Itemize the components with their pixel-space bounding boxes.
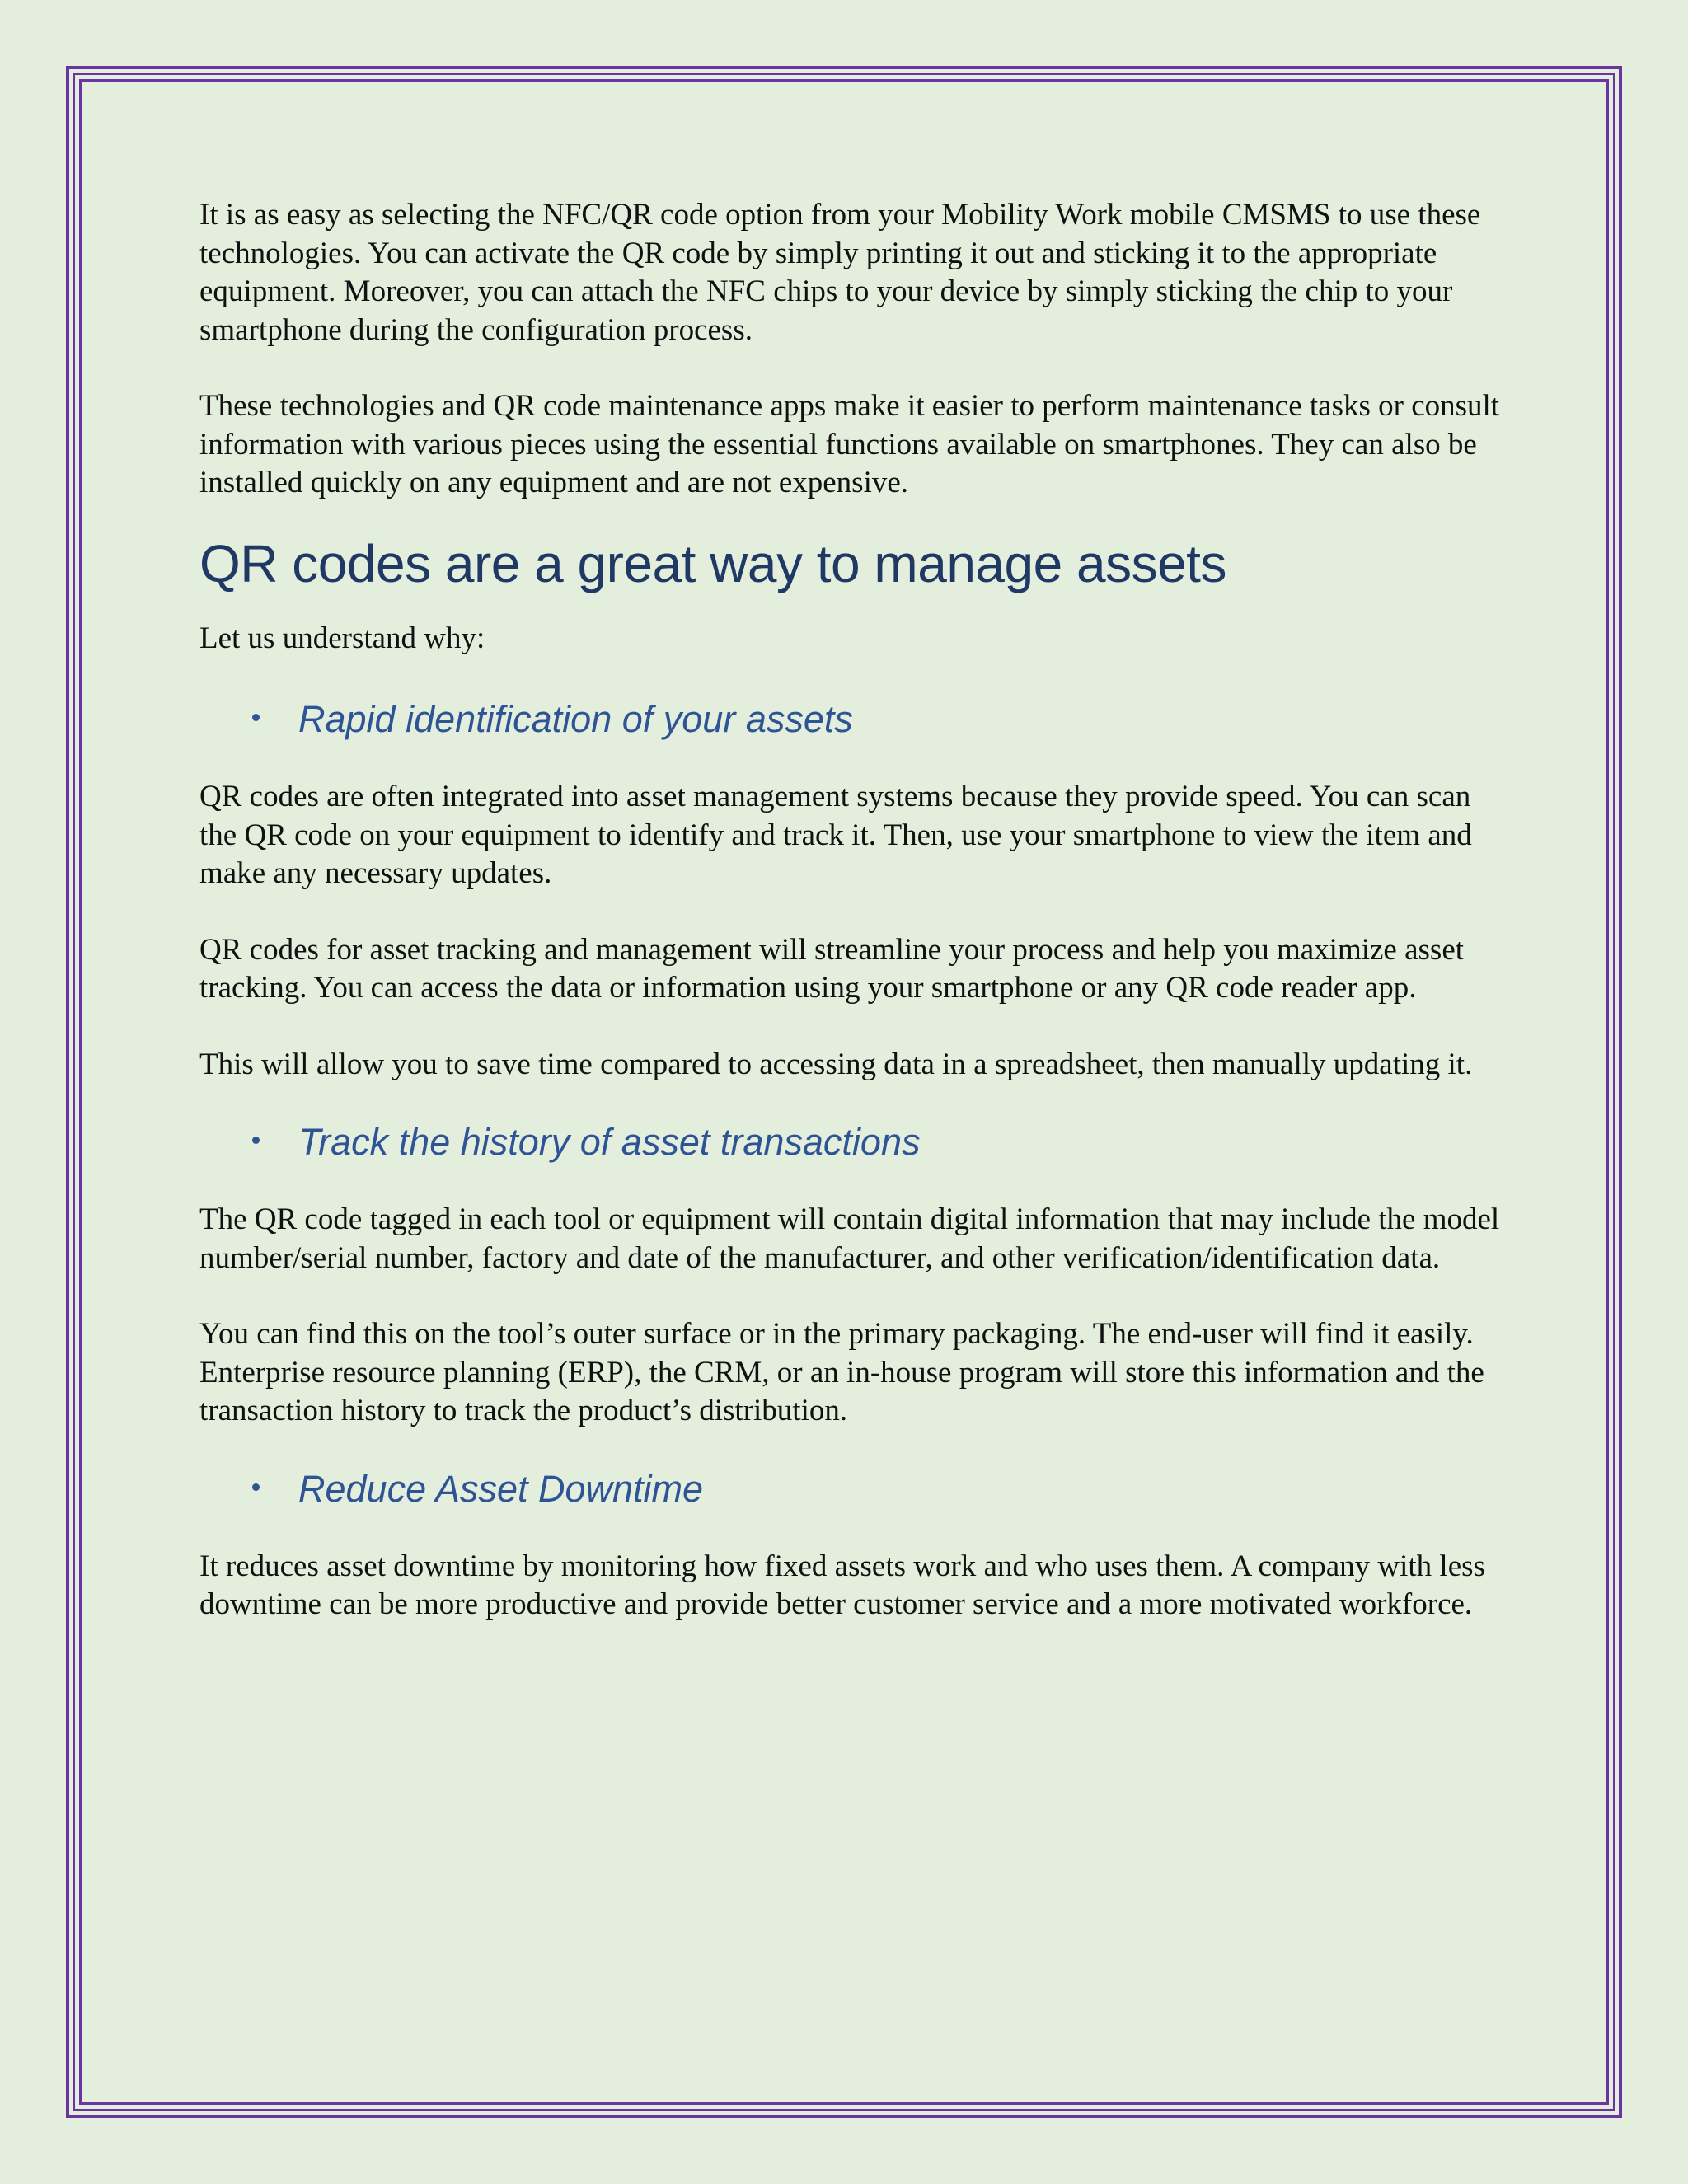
bullet-heading-reduce-downtime bbox=[298, 1465, 1502, 1513]
bullet-heading-text: Rapid identification of your assets bbox=[298, 698, 853, 740]
section-3-paragraph-1: It reduces asset downtime by monitoring how fixed assets work and who uses them. A company with less downtime can be more productive and provide better customer service and a more motivated workforce. bbox=[199, 1549, 1485, 1621]
bullet-heading-text: Track the history of asset transactions bbox=[298, 1121, 921, 1163]
bullet-heading-text: Reduce Asset Downtime bbox=[298, 1467, 704, 1510]
section-1-paragraph-3: This will allow you to save time compared to accessing data in a spreadsheet, then manually updating it. bbox=[199, 1047, 1473, 1081]
bullet-heading-track-history bbox=[298, 1118, 1502, 1166]
section-2-paragraph-1: The QR code tagged in each tool or equipment will contain digital information that may include the model number/serial number, factory and date of the manufacturer, and other verification/identification data. bbox=[199, 1202, 1500, 1275]
document-body bbox=[199, 196, 1502, 1662]
bullet-icon bbox=[252, 714, 260, 721]
intro-paragraph-1: It is as easy as selecting the NFC/QR code option from your Mobility Work mobile CMSMS to use these technologies. You can activate the QR code by simply printing it out and sticking it to the appropriate equipment. Moreover, you can attach the NFC chips to your device by simply sticking the chip to your smartphone during the configuration process. bbox=[199, 198, 1481, 347]
bullet-heading-rapid-identification bbox=[298, 696, 1502, 743]
bullet-icon bbox=[252, 1483, 260, 1491]
section-heading: QR codes are a great way to manage assets bbox=[199, 533, 1226, 593]
section-1-paragraph-2: QR codes for asset tracking and management will streamline your process and help you maximize asset tracking. You can access the data or information using your smartphone or any QR code reader app. bbox=[199, 932, 1465, 1005]
lead-paragraph: Let us understand why: bbox=[199, 621, 485, 655]
bullet-icon bbox=[252, 1137, 260, 1144]
intro-paragraph-2: These technologies and QR code maintenance apps make it easier to perform maintenance tasks or consult information with various pieces using the essential functions available on smartphones. They can also be installed quickly on any equipment and are not expensive. bbox=[199, 389, 1500, 499]
section-2-paragraph-2: You can find this on the tool’s outer surface or in the primary packaging. The end-user will find it easily. Enterprise resource planning (ERP), the CRM, or an in-house program will store this information and the transaction history to track the product’s distribution. bbox=[199, 1317, 1484, 1427]
section-1-paragraph-1: QR codes are often integrated into asset management systems because they provide speed. You can scan the QR code on your equipment to identify and track it. Then, use your smartphone to view the item and make any necessary updates. bbox=[199, 780, 1472, 890]
